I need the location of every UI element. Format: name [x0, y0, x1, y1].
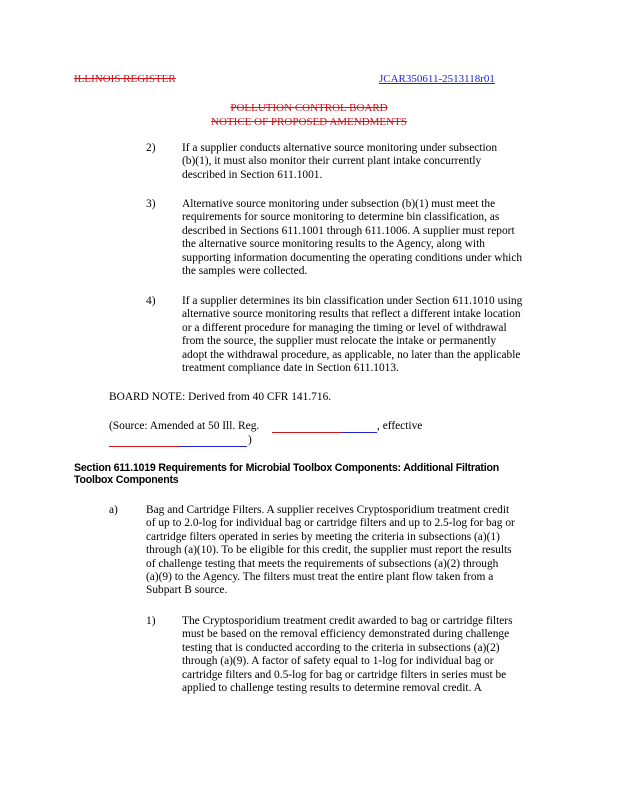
text-line: from the source, the supplier must relocate the intake or permanently	[182, 335, 497, 348]
text-line: described in Sections 611.1001 through 611.1006. A supplier must report	[182, 224, 515, 237]
notice-title: NOTICE OF PROPOSED AMENDMENTS	[211, 116, 407, 128]
item-paragraph	[182, 295, 522, 375]
text-line: the samples were collected.	[182, 264, 308, 277]
text-line: adopt the withdrawal procedure, as applicable, no later than the applicable	[182, 348, 521, 361]
text-line: described in Section 611.1001.	[182, 168, 323, 181]
text-line: applied to challenge testing results to determine removal credit. A	[182, 681, 482, 694]
heading-line: Toolbox Components	[74, 474, 179, 486]
text-line: Alternative source monitoring under subsection (b)(1) must meet the	[182, 198, 496, 210]
item-number: 1)	[146, 615, 156, 627]
heading-line: Section 611.1019 Requirements for Microbial Toolbox Components: Additional Filtration	[74, 462, 500, 474]
item-number: 3)	[146, 198, 156, 210]
text-line: through (a)(10). To be eligible for this credit, the supplier must report the results	[146, 544, 512, 557]
text-line: testing that is conducted according to the criteria in subsections (a)(2)	[182, 641, 500, 654]
text-line: Subpart B source.	[146, 584, 228, 597]
text-line: (b)(1), it must also monitor their current plant intake concurrently	[182, 155, 482, 168]
text-line: requirements for source monitoring to determine bin classification, as	[182, 211, 500, 224]
item-number: 2)	[146, 142, 156, 154]
source-effective: , effective	[377, 420, 423, 432]
item-number: a)	[109, 504, 118, 516]
agency-title: POLLUTION CONTROL BOARD	[230, 102, 388, 114]
text-line: treatment compliance date in Section 611.1013.	[182, 361, 399, 374]
text-line: cartridge filters operated in series by meeting the criteria in subsections (a)(1)	[146, 530, 500, 543]
text-line: cartridge filters and 0.5-log for bag or cartridge filters in series must be	[182, 668, 507, 681]
source-label: (Source: Amended at 50 Ill. Reg.	[109, 420, 260, 432]
blank-red-line	[109, 446, 179, 447]
text-line: through (a)(9). A factor of safety equal to 1-log for individual bag or	[182, 655, 494, 668]
text-line: The Cryptosporidium treatment credit awarded to bag or cartridge filters	[182, 615, 513, 627]
text-line: If a supplier determines its bin classification under Section 611.1010 using	[182, 295, 523, 307]
item-paragraph	[182, 615, 513, 695]
register-title: ILLINOIS REGISTER	[74, 73, 176, 85]
text-line: alternative source monitoring results that reflect a different intake location	[182, 308, 521, 321]
item-paragraph	[182, 142, 497, 182]
source-close: )	[248, 434, 252, 446]
blank-red-line	[272, 432, 342, 433]
text-line: the alternative source monitoring results to the Agency, along with	[182, 238, 485, 251]
text-line: If a supplier conducts alternative source monitoring under subsection	[182, 142, 498, 154]
item-paragraph	[182, 198, 522, 278]
text-line: supporting information documenting the operating conditions under which	[182, 251, 523, 264]
blank-blue-line	[342, 432, 377, 433]
text-line: or a different procedure for managing the timing or level of withdrawal	[182, 321, 507, 334]
section-heading	[74, 462, 499, 486]
item-paragraph	[146, 504, 515, 598]
blank-blue-line	[179, 446, 247, 447]
item-number: 4)	[146, 295, 156, 307]
text-line: must be based on the removal efficiency demonstrated during challenge	[182, 628, 510, 641]
jcar-code: JCAR350611-2513118r01	[379, 73, 495, 85]
text-line: of challenge testing that meets the requirements of subsections (a)(2) through	[146, 557, 499, 570]
text-line: (a)(9) to the Agency. The filters must treat the entire plant flow taken from a	[146, 570, 494, 583]
text-line: of up to 2.0-log for individual bag or cartridge filters and up to 2.5-log for bag or	[146, 517, 515, 530]
text-line: Bag and Cartridge Filters. A supplier receives Cryptosporidium treatment credit	[146, 504, 510, 516]
board-note: BOARD NOTE: Derived from 40 CFR 141.716.	[109, 391, 332, 403]
